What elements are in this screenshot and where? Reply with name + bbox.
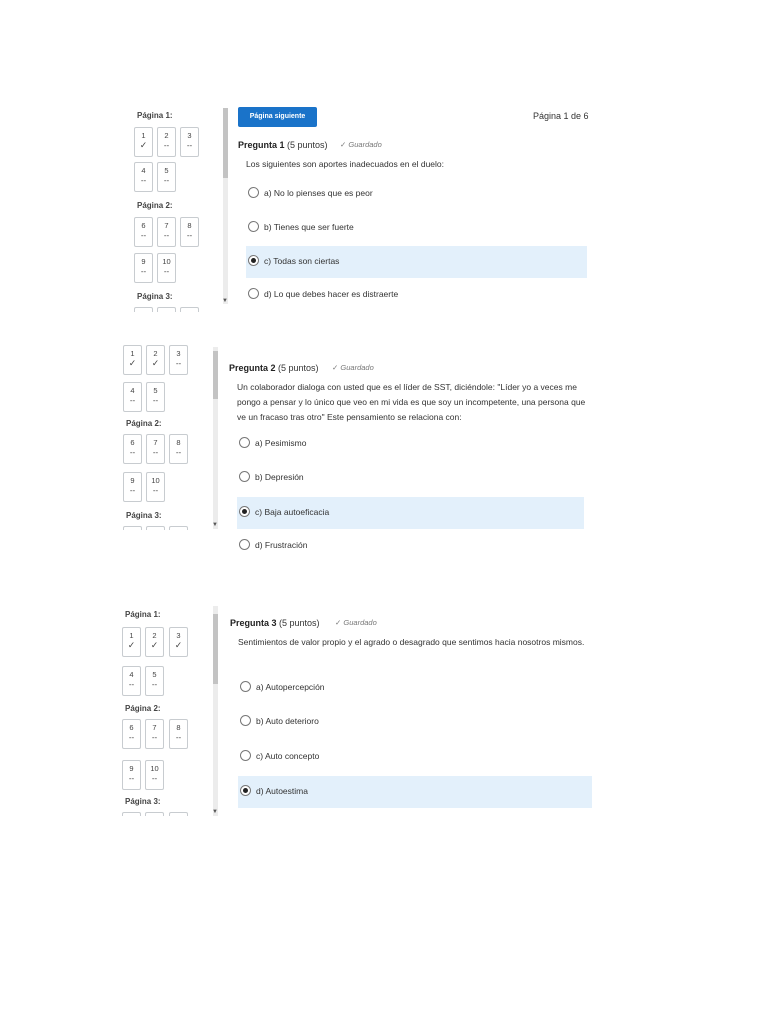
- page-1-label: Página 1:: [137, 111, 173, 120]
- page-3-label: Página 3:: [126, 511, 162, 520]
- status-unanswered: --: [129, 486, 136, 495]
- check-icon: ✓: [139, 140, 148, 150]
- question-title: Pregunta 2 (5 puntos): [229, 363, 319, 373]
- status-unanswered: --: [128, 680, 135, 689]
- question-text: Los siguientes son aportes inadecuados en el duelo:: [246, 159, 445, 169]
- arrow-down-icon[interactable]: ▼: [212, 522, 218, 528]
- page-1-label: Página 1:: [125, 610, 161, 619]
- answer-option-a[interactable]: a) Pesimismo: [237, 428, 584, 460]
- status-unanswered: --: [151, 774, 158, 783]
- status-unanswered: --: [129, 448, 136, 457]
- status-unanswered: --: [175, 359, 182, 368]
- radio-button-selected[interactable]: [248, 255, 259, 266]
- question-12-button[interactable]: [145, 812, 164, 816]
- question-13-button[interactable]: [180, 307, 199, 312]
- navigator-scrollbar[interactable]: [213, 606, 218, 816]
- question-1-button[interactable]: 1 ✓: [122, 627, 141, 657]
- radio-button[interactable]: [240, 681, 251, 692]
- radio-button[interactable]: [239, 471, 250, 482]
- radio-button[interactable]: [240, 750, 251, 761]
- status-unanswered: --: [175, 733, 182, 742]
- answer-option-d[interactable]: d) Autoestima: [238, 776, 592, 808]
- saved-status: ✓ Guardado: [332, 363, 374, 372]
- radio-button[interactable]: [248, 221, 259, 232]
- check-icon: ✓: [332, 363, 339, 372]
- question-title: Pregunta 3 (5 puntos): [230, 618, 320, 628]
- status-unanswered: --: [163, 231, 170, 240]
- question-9-button[interactable]: 9 --: [123, 472, 142, 502]
- question-7-button[interactable]: 7 --: [145, 719, 164, 749]
- question-5-button[interactable]: 5 --: [146, 382, 165, 412]
- question-3-button[interactable]: 3 --: [169, 345, 188, 375]
- check-icon: ✓: [335, 618, 342, 627]
- radio-button-selected[interactable]: [239, 506, 250, 517]
- question-7-button[interactable]: 7 --: [157, 217, 176, 247]
- answer-option-c[interactable]: c) Todas son ciertas: [246, 246, 587, 278]
- question-6-button[interactable]: 6 --: [122, 719, 141, 749]
- radio-button[interactable]: [248, 288, 259, 299]
- question-10-button[interactable]: 10 --: [146, 472, 165, 502]
- check-icon: ✓: [128, 358, 137, 368]
- radio-button[interactable]: [240, 715, 251, 726]
- check-icon: ✓: [127, 640, 136, 650]
- page-2-label: Página 2:: [137, 201, 173, 210]
- question-5-button[interactable]: 5 --: [145, 666, 164, 696]
- answer-option-b[interactable]: b) Tienes que ser fuerte: [246, 212, 587, 244]
- navigator-scrollbar[interactable]: [213, 347, 218, 529]
- navigator-scrollbar[interactable]: [223, 108, 228, 304]
- status-unanswered: --: [140, 267, 147, 276]
- status-unanswered: --: [128, 733, 135, 742]
- question-12-button[interactable]: [157, 307, 176, 312]
- question-3-button[interactable]: 3 --: [180, 127, 199, 157]
- question-12-button[interactable]: [146, 526, 165, 530]
- question-title: Pregunta 1 (5 puntos): [238, 140, 328, 150]
- status-unanswered: --: [152, 448, 159, 457]
- question-4-button[interactable]: 4 --: [122, 666, 141, 696]
- answer-option-d[interactable]: d) Lo que debes hacer es distraerte: [246, 279, 587, 311]
- status-unanswered: --: [186, 141, 193, 150]
- status-unanswered: --: [129, 396, 136, 405]
- question-13-button[interactable]: [169, 812, 188, 816]
- quiz-panel-1: [130, 100, 600, 312]
- scrollbar-thumb[interactable]: [213, 351, 218, 399]
- question-3-button[interactable]: 3 ✓: [169, 627, 188, 657]
- question-8-button[interactable]: 8 --: [169, 434, 188, 464]
- status-unanswered: --: [163, 176, 170, 185]
- page-2-label: Página 2:: [125, 704, 161, 713]
- status-unanswered: --: [163, 267, 170, 276]
- arrow-down-icon[interactable]: ▼: [222, 298, 228, 304]
- status-unanswered: --: [163, 141, 170, 150]
- status-unanswered: --: [152, 396, 159, 405]
- status-unanswered: --: [128, 774, 135, 783]
- question-10-button[interactable]: 10 --: [145, 760, 164, 790]
- question-8-button[interactable]: 8 --: [180, 217, 199, 247]
- question-2-button[interactable]: 2 --: [157, 127, 176, 157]
- radio-button-selected[interactable]: [240, 785, 251, 796]
- answer-option-c[interactable]: c) Auto concepto: [238, 741, 592, 773]
- question-10-button[interactable]: 10 --: [157, 253, 176, 283]
- radio-button[interactable]: [239, 437, 250, 448]
- question-11-button[interactable]: [122, 812, 141, 816]
- saved-status: ✓ Guardado: [335, 618, 377, 627]
- status-unanswered: --: [152, 486, 159, 495]
- quiz-panel-2: [120, 345, 595, 557]
- quiz-panel-3: [120, 604, 600, 818]
- check-icon: ✓: [151, 358, 160, 368]
- scrollbar-thumb[interactable]: [213, 614, 218, 684]
- check-icon: ✓: [174, 640, 183, 650]
- answer-option-b[interactable]: b) Auto deterioro: [238, 706, 592, 738]
- question-4-button[interactable]: 4 --: [134, 162, 153, 192]
- page-3-label: Página 3:: [125, 797, 161, 806]
- question-navigator: [130, 100, 230, 312]
- question-2-button[interactable]: 2 ✓: [146, 345, 165, 375]
- status-unanswered: --: [151, 733, 158, 742]
- status-unanswered: --: [140, 176, 147, 185]
- question-text: Sentimientos de valor propio y el agrado o desagrado que sentimos hacia nosotros mismos.: [238, 637, 585, 647]
- arrow-down-icon[interactable]: ▼: [212, 809, 218, 815]
- answer-option-a[interactable]: a) No lo pienses que es peor: [246, 178, 587, 210]
- radio-button[interactable]: [248, 187, 259, 198]
- page-2-label: Página 2:: [126, 419, 162, 428]
- page-indicator: Página 1 de 6: [533, 111, 589, 121]
- scrollbar-thumb[interactable]: [223, 108, 228, 178]
- question-9-button[interactable]: 9 --: [134, 253, 153, 283]
- status-unanswered: --: [175, 448, 182, 457]
- status-unanswered: --: [186, 231, 193, 240]
- status-unanswered: --: [151, 680, 158, 689]
- check-icon: ✓: [340, 140, 347, 149]
- question-11-button[interactable]: [123, 526, 142, 530]
- answer-option-d[interactable]: d) Frustración: [237, 530, 584, 557]
- question-1-button[interactable]: 1 ✓: [123, 345, 142, 375]
- question-navigator: [120, 604, 220, 816]
- question-5-button[interactable]: 5 --: [157, 162, 176, 192]
- check-icon: ✓: [150, 640, 159, 650]
- question-1-button[interactable]: 1 ✓: [134, 127, 153, 157]
- question-6-button[interactable]: 6 --: [123, 434, 142, 464]
- question-7-button[interactable]: 7 --: [146, 434, 165, 464]
- status-unanswered: --: [140, 231, 147, 240]
- saved-status: ✓ Guardado: [340, 140, 382, 149]
- question-8-button[interactable]: 8 --: [169, 719, 188, 749]
- question-2-button[interactable]: 2 ✓: [145, 627, 164, 657]
- question-navigator: [120, 345, 220, 530]
- question-4-button[interactable]: 4 --: [123, 382, 142, 412]
- answer-option-a[interactable]: a) Autopercepción: [238, 672, 592, 704]
- page-3-label: Página 3:: [137, 292, 173, 301]
- next-page-button[interactable]: Página siguiente: [238, 107, 317, 127]
- question-9-button[interactable]: 9 --: [122, 760, 141, 790]
- radio-button[interactable]: [239, 539, 250, 550]
- question-11-button[interactable]: [134, 307, 153, 312]
- question-text: Un colaborador dialoga con usted que es el líder de SST, diciéndole: "Líder yo a veces me pongo a pensar y lo único que veo en mi vida es que soy un incompetente, una persona que ve un fracaso tras otro" Este pensamiento se relaciona con:: [237, 382, 586, 422]
- question-6-button[interactable]: 6 --: [134, 217, 153, 247]
- question-13-button[interactable]: [169, 526, 188, 530]
- answer-option-b[interactable]: b) Depresión: [237, 462, 584, 494]
- answer-option-c[interactable]: c) Baja autoeficacia: [237, 497, 584, 529]
